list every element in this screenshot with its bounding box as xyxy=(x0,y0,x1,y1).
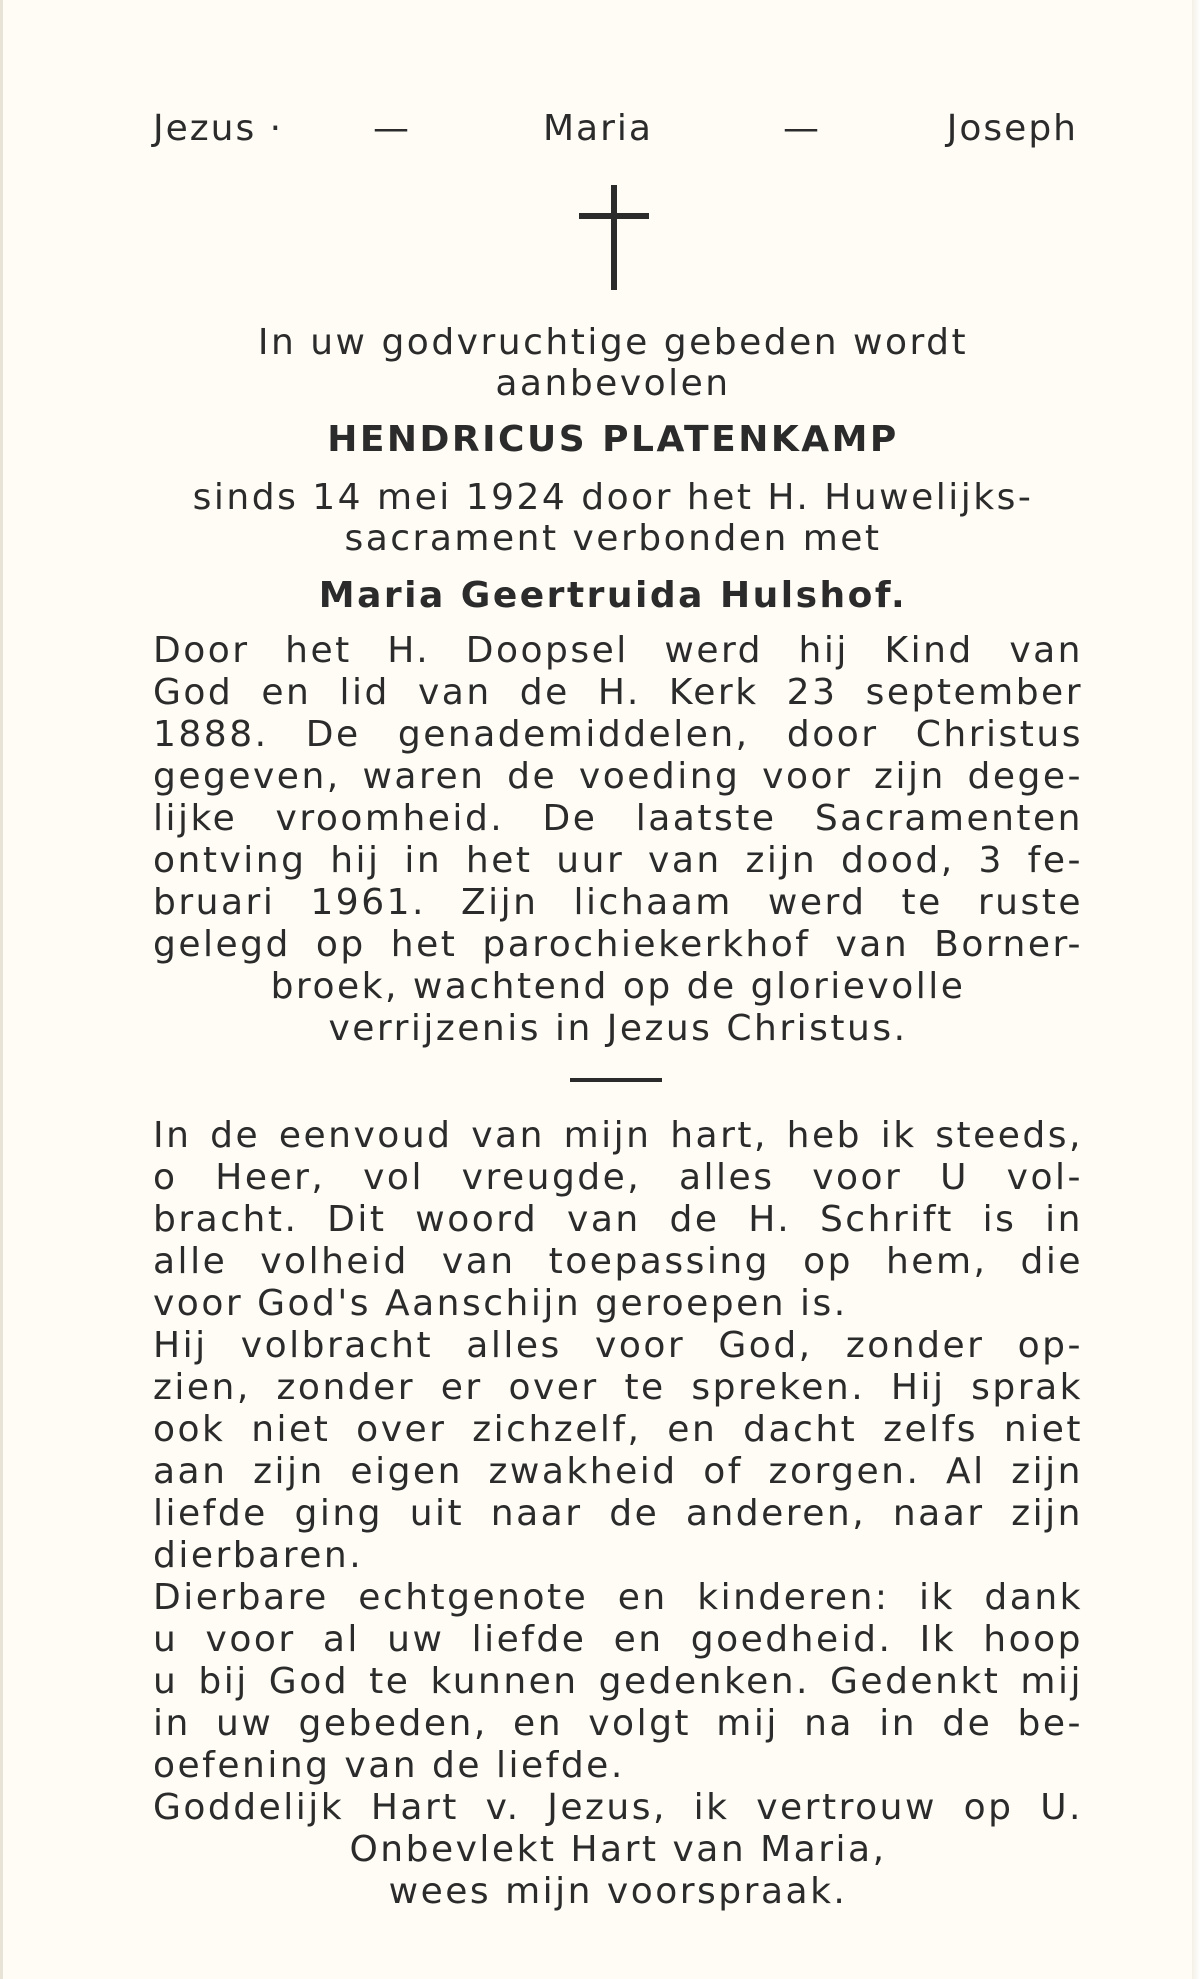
reflection-line: dierbaren. xyxy=(153,1535,364,1576)
biography-line: God en lid van de H. Kerk 23 september xyxy=(153,672,1083,713)
reflection-line: u bij God te kunnen gedenken. Gedenkt mij xyxy=(153,1661,1083,1702)
reflection-line: oefening van de liefde. xyxy=(153,1745,625,1786)
marriage-line-1: sinds 14 mei 1924 door het H. Huwelijks- xyxy=(192,477,1034,518)
biography-line: lijke vroomheid. De laatste Sacramenten xyxy=(153,798,1083,839)
reflection-line: bracht. Dit woord van de H. Schrift is in xyxy=(153,1199,1083,1240)
reflection-line: o Heer, vol vreugde, alles voor U vol- xyxy=(153,1157,1083,1198)
biography-line: ontving hij in het uur van zijn dood, 3 fe- xyxy=(153,840,1083,881)
reflection-line: in uw gebeden, en volgt mij na in de be- xyxy=(153,1703,1083,1744)
section-divider xyxy=(570,1078,662,1082)
card-edge xyxy=(1192,0,1200,1979)
reflection-line: wees mijn voorspraak. xyxy=(388,1871,848,1912)
reflection-line: Goddelijk Hart v. Jezus, ik vertrouw op U. xyxy=(153,1787,1083,1828)
marriage-line-2: sacrament verbonden met xyxy=(344,518,882,559)
reflection-line: aan zijn eigen zwakheid of zorgen. Al zijn xyxy=(153,1451,1083,1492)
biography-line: gegeven, waren de voeding voor zijn dege- xyxy=(153,756,1083,797)
deceased-name: HENDRICUS PLATENKAMP xyxy=(327,419,899,460)
reflection-line: alle volheid van toepassing op hem, die xyxy=(153,1241,1083,1282)
intro-line-2: aanbevolen xyxy=(495,363,731,404)
header-line xyxy=(153,108,1078,168)
reflection-line: voor God's Aanschijn geroepen is. xyxy=(153,1283,848,1324)
reflection-line: liefde ging uit naar de anderen, naar zijn xyxy=(153,1493,1083,1534)
biography-line: broek, wachtend op de glorievolle xyxy=(270,966,966,1007)
biography-line: 1888. De genademiddelen, door Christus xyxy=(153,714,1083,755)
reflection-line: In de eenvoud van mijn hart, heb ik steeds, xyxy=(153,1115,1083,1156)
header-jezus: Jezus · xyxy=(153,108,284,149)
reflection-line: ook niet over zichzelf, en dacht zelfs niet xyxy=(153,1409,1083,1450)
spouse-name: Maria Geertruida Hulshof. xyxy=(318,575,908,616)
header-joseph: Joseph xyxy=(946,108,1078,149)
cross-icon xyxy=(579,185,649,290)
reflection-line: zien, zonder er over te spreken. Hij sprak xyxy=(153,1367,1083,1408)
reflection-line: Onbevlekt Hart van Maria, xyxy=(349,1829,887,1870)
reflection-line: u voor al uw liefde en goedheid. Ik hoop xyxy=(153,1619,1083,1660)
biography-line: bruari 1961. Zijn lichaam werd te ruste xyxy=(153,882,1083,923)
header-dash-right: — xyxy=(783,108,821,149)
intro-line-1: In uw godvruchtige gebeden wordt xyxy=(257,322,969,363)
reflection-line: Hij volbracht alles voor God, zonder op- xyxy=(153,1325,1083,1366)
header-maria: Maria xyxy=(543,108,653,149)
biography-line: Door het H. Doopsel werd hij Kind van xyxy=(153,630,1083,671)
header-dash-left: — xyxy=(373,108,411,149)
biography-line: verrijzenis in Jezus Christus. xyxy=(328,1008,908,1049)
reflection-line: Dierbare echtgenote en kinderen: ik dank xyxy=(153,1577,1083,1618)
biography-line: gelegd op het parochiekerkhof van Borner- xyxy=(153,924,1083,965)
